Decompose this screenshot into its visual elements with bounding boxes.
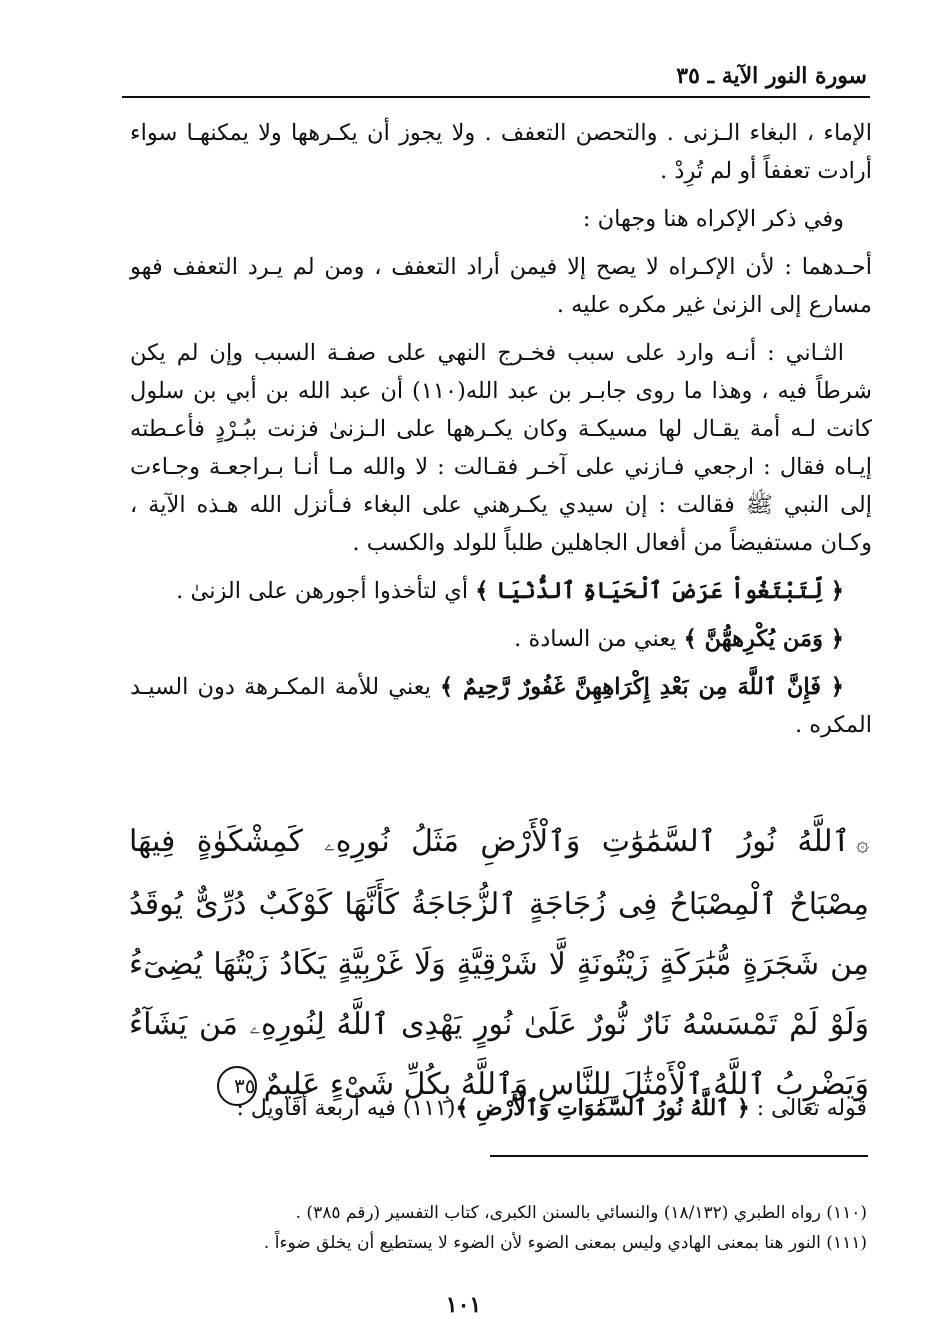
verse-text: ٱللَّهُ نُورُ ٱلسَّمَٰوَٰتِ وَٱلْأَرْضِ مَثَلُ نُورِهِۦ كَمِشْكَوٰةٍ فِيهَا مِصْبَاحٌ ٱلْمِصْبَاحُ فِى زُجَاجَةٍ ٱلزُّجَاجَةُ كَأَنَّهَا كَوْكَبٌ دُرِّىٌّ يُوقَدُ مِن شَجَرَةٍ مُّبَٰرَكَةٍ زَيْتُونَةٍ لَّا شَرْقِيَّةٍ وَلَا غَرْبِيَّةٍ يَكَادُ زَيْتُهَا يُضِىٓءُ وَلَوْ لَمْ تَمْسَسْهُ نَارٌ نُّورٌ عَلَىٰ نُورٍ يَهْدِى ٱللَّهُ لِنُورِهِۦ مَن يَشَآءُ وَيَضْرِبُ ٱللَّهُ ٱلْأَمْثَٰلَ لِلنَّاسِ وَٱللَّهُ بِكُلِّ شَىْءٍ عَلِيمٌ xyxy=(129,824,869,1102)
qawluh-line xyxy=(127,1090,867,1127)
quran-quote: ﴿ فَإِنَّ ٱللَّهَ مِن بَعْدِ إِكْرَاهِهِنَّ غَفُورٌ رَّحِيمٌ ﴾ xyxy=(440,674,844,700)
footnote: (١١١) النور هنا بمعنى الهادي وليس بمعنى الضوء لأن الضوء لا يستطيع أن يخلق ضوءاً . xyxy=(263,1233,867,1253)
qawluh-rest: (١١١) فيه أربعة أقاويل : xyxy=(236,1096,456,1121)
quran-verse-block xyxy=(129,812,869,1115)
running-header: سورة النور الآية ـ ٣٥ xyxy=(676,63,867,89)
header-rule xyxy=(122,96,870,98)
footnote: (١١٠) رواه الطبري (١٨/١٣٢) والنسائي بالسنن الكبرى، كتاب التفسير (رقم ٣٨٥) . xyxy=(295,1203,867,1223)
tafsir-comment: يعني للأمة المكـرهة دون السيـد المكره . xyxy=(130,674,872,738)
quran-quote: ﴿ ٱللَّهُ نُورُ ٱلسَّمَٰوَاتِ وَٱلْأَرْضِ ﴾ xyxy=(455,1095,750,1121)
tafsir-item xyxy=(130,572,872,610)
footnotes xyxy=(147,1198,867,1258)
tafsir-item xyxy=(130,668,872,744)
quran-quote: ﴿ وَمَن يُكْرِههُّنَّ ﴾ xyxy=(683,626,844,652)
paragraph: الإماء ، البغاء الـزنى . والتحصن التعفف . ولا يجوز أن يكـرهها ولا يمكنهـا سواء أرادت تعففاً أو لم تُرِدْ . xyxy=(130,120,872,184)
tafsir-item xyxy=(130,620,872,658)
body-text xyxy=(130,114,872,754)
footnote-rule xyxy=(490,1155,868,1157)
tafsir-comment: يعني من السادة . xyxy=(514,626,684,652)
qawluh-intro: قوله تعالى : xyxy=(749,1096,867,1121)
paragraph: أحـدهما : لأن الإكـراه لا يصح إلا فيمن أراد التعفف ، ومن لم يـرد التعفف فهو مسارع إلى الزنىٰ غير مكره عليه . xyxy=(130,254,872,318)
paragraph: الثـاني : أنـه وارد على سبب فخـرج النهي على صفـة السبب وإن لم يكن شرطاً فيه ، وهذا ما روى جابـر بن عبد الله(١١٠) أن عبد الله بن أبي بن سلول كانت لـه أمة يقـال لها مسيكـة وكان يكـرهها على الـزنىٰ فزنت ببُـرْدٍ فأعـطته إيـاه فقال : ارجعي فـازني على آخـر فقـالت : لا والله مـا أنـا بـراجعـة وجـاءت إلى النبي ﷺ فقالت : إن سيدي يكـرهني على البغاء فـأنزل الله هـذه الآية ، وكـان مستفيضاً من أفعال الجاهلين طلباً للولد والكسب . xyxy=(130,340,872,556)
quran-quote: ﴿ لِّتَبْتَغُواْ عَرَضَ ٱلْحَيَاةِ ٱلدُّنْيَا ﴾ xyxy=(475,578,844,604)
verse-number-medallion: ٣٥ xyxy=(217,1066,257,1106)
page-number: ١٠١ xyxy=(445,1292,482,1318)
paragraph: وفي ذكر الإكراه هنا وجهان : xyxy=(582,206,844,232)
tafsir-comment: أي لتأخذوا أجورهن على الزنىٰ . xyxy=(176,578,476,604)
rub-el-hizb-icon: ۞ xyxy=(856,832,869,857)
